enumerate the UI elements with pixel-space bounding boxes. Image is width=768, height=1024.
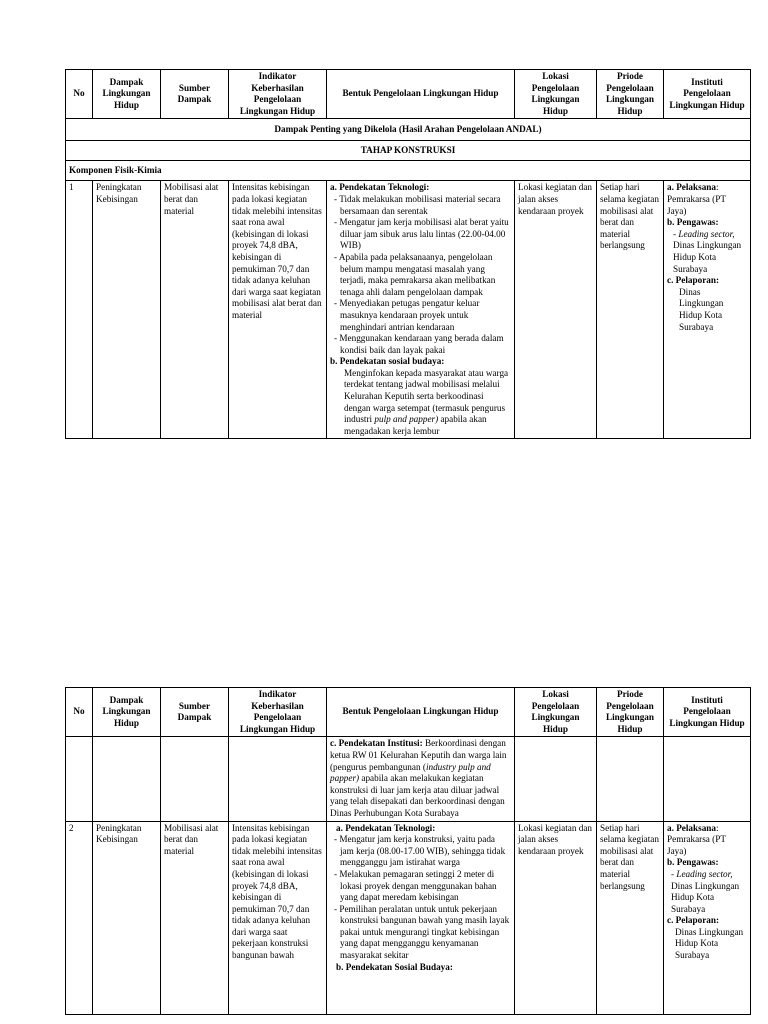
section-row <box>66 119 751 141</box>
spacer <box>330 973 511 1013</box>
empty-cell <box>161 737 229 821</box>
header-no: No <box>66 70 93 119</box>
row-number: 2 <box>66 821 93 1015</box>
body-italic: pulp and papper) <box>374 414 439 425</box>
header-lokasi: Lokasi Pengelolaan Lingkungan Hidup <box>515 70 597 119</box>
header-sumber: Sumber Dampak <box>161 70 229 119</box>
periode-cell: Setiap hari selama kegiatan mobilisasi alat berat dan material berlangsung <box>597 181 664 439</box>
component-title: Komponen Fisik-Kimia <box>66 161 751 181</box>
approach-body <box>330 368 511 438</box>
row-number: 1 <box>66 181 93 439</box>
header-no: No <box>66 688 93 737</box>
lokasi-cell: Lokasi kegiatan dan jalan akses kendaraan proyek <box>515 181 597 439</box>
management-table-page-2 <box>65 687 751 1015</box>
table-row <box>66 821 751 1015</box>
table-row <box>66 181 751 439</box>
approach-heading: c. Pendekatan Institusi: <box>330 738 423 749</box>
inst-heading: a. Pelaksana <box>667 182 717 193</box>
body-text: Menginfokan kepada masyarakat atau warga terdekat tentang jadwal mobilisasi melalui Kelurahan Keputih serta berkoodinasi dengan warga setempat (termasuk pengurus industri <box>344 367 509 425</box>
inst-heading: b. Pengawas: <box>667 857 719 868</box>
section-title: Dampak Penting yang Dikelola (Hasil Arahan Pengelolaan ANDAL) <box>66 119 751 141</box>
inst-heading: c. Pelaporan: <box>667 275 720 286</box>
inst-text: Dinas Lingkungan Hidup Kota Surabaya <box>673 240 742 274</box>
list-item: - Mengatur jam kerja konstruksi, yaitu pada jam kerja (08.00-17.00 WIB), sehingga tidak mengganggu jam istirahat warga <box>334 834 506 868</box>
list-item: - Melakukan pemagaran setinggi 2 meter di lokasi proyek dengan menggunakan bahan yang dapat meredam kebisingan <box>334 868 497 903</box>
component-row <box>66 161 751 181</box>
empty-cell <box>66 737 93 821</box>
list-item: - Apabila pada pelaksanaanya, pengelolaan belum mampu mengatasi masalah yang terjadi, maka pemrakarsa akan melibatkan tenaga ahli dalam pengelolaan dampak <box>334 251 496 297</box>
list-item: - Pemilihan peralatan untuk untuk pekerjaan konstruksi bangunan bawah yang masih layak pakai untuk mengurangi tingkat kebisingan yang dapat mengganggu kenyamanan masyarakat sekitar <box>334 903 510 961</box>
stage-row <box>66 141 751 161</box>
bentuk-cell <box>327 821 515 1015</box>
body-italic: industry pulp and papper) <box>330 761 491 784</box>
empty-cell <box>664 737 751 821</box>
empty-cell <box>515 737 597 821</box>
list-item: - Tidak melakukan mobilisasi material secara bersamaan dan serentak <box>334 193 501 216</box>
empty-cell <box>597 737 664 821</box>
inst-heading: b. Pengawas: <box>667 217 719 228</box>
institusi-cell <box>664 821 751 1015</box>
lokasi-cell: Lokasi kegiatan dan jalan akses kendaraan proyek <box>515 821 597 1015</box>
header-sumber: Sumber Dampak <box>161 688 229 737</box>
institusi-cell <box>664 181 751 439</box>
header-bentuk: Bentuk Pengelolaan Lingkungan Hidup <box>327 70 515 119</box>
header-institusi: Instituti Pengelolaan Lingkungan Hidup <box>664 70 751 119</box>
table-header-row <box>66 688 751 737</box>
approach-heading: a. Pendekatan Teknologi: <box>330 182 430 193</box>
periode-cell: Setiap hari selama kegiatan mobilisasi alat berat dan material berlangsung <box>597 821 664 1015</box>
indikator-cell: Intensitas kebisingan pada lokasi kegiatan tidak melebihi intensitas saat rona awal (kebisingan di lokasi proyek 74,8 dBA, kebisingan di pemukiman 70,7 dan tidak adanya keluhan dari warga saat kegiatan mobilisasi alat berat dan material <box>229 181 327 439</box>
header-dampak: Dampak Lingkungan Hidup <box>93 70 161 119</box>
inst-text: : Pemrakarsa (PT Jaya) <box>667 182 726 216</box>
approach-heading: b. Pendekatan sosial budaya: <box>330 356 445 367</box>
header-bentuk: Bentuk Pengelolaan Lingkungan Hidup <box>327 688 515 737</box>
list-item: - Menggunakan kendaraan yang berada dalam kondisi baik dan layak pakai <box>334 333 504 355</box>
inst-heading: c. Pelaporan: <box>667 915 720 926</box>
dampak-cell: Peningkatan Kebisingan <box>93 181 161 439</box>
inst-text: Dinas Lingkungan Hidup Kota Surabaya <box>671 880 740 914</box>
stage-title: TAHAP KONSTRUKSI <box>66 141 751 161</box>
header-periode: Priode Pengelolaan Lingkungan Hidup <box>597 70 664 119</box>
body-text: apabila akan melakukan kegiatan konstruksi di luar jam kerja atau diluar jadwal yang telah disepakati dan berkoordinasi dengan Dinas Perhubungan Kota Surabaya <box>330 773 505 818</box>
body-text: Berkoordinasi dengan ketua RW 01 Kelurahan Keputih dan warga lain (pengurus pembangunan ( <box>330 738 507 772</box>
header-periode: Priode Pengelolaan Lingkungan Hidup <box>597 688 664 737</box>
header-lokasi: Lokasi Pengelolaan Lingkungan Hidup <box>515 688 597 737</box>
header-indikator: Indikator Keberhasilan Pengelolaan Lingkungan Hidup <box>229 70 327 119</box>
inst-italic: - Leading sector, <box>673 228 735 239</box>
header-institusi: Instituti Pengelolaan Lingkungan Hidup <box>664 688 751 737</box>
table-header-row <box>66 70 751 119</box>
inst-text: Dinas Lingkungan Hidup Kota Surabaya <box>675 926 744 961</box>
list-item: - Mengatur jam kerja mobilisasi alat berat yaitu diluar jam sibuk arus lalu lintas (22.00-04.00 WIB) <box>334 217 509 251</box>
inst-heading: a. Pelaksana <box>667 822 717 833</box>
empty-cell <box>93 737 161 821</box>
header-dampak: Dampak Lingkungan Hidup <box>93 688 161 737</box>
inst-text: : Pemrakarsa (PT Jaya) <box>667 822 726 856</box>
inst-italic: - Leading sector, <box>671 868 733 879</box>
header-indikator: Indikator Keberhasilan Pengelolaan Lingkungan Hidup <box>229 688 327 737</box>
management-table-page-1 <box>65 69 751 439</box>
approach-heading: a. Pendekatan Teknologi: <box>336 822 436 833</box>
bentuk-cell <box>327 181 515 439</box>
bentuk-cell <box>327 737 515 821</box>
indikator-cell: Intensitas kebisingan pada lokasi kegiatan tidak melebihi intensitas saat rona awal (kebisingan di lokasi proyek 74,8 dBA, kebisingan di pemukiman 70,7 dan tidak adanya keluhan dari warga saat pekerjaan konstruksi bangunan bawah <box>229 821 327 1015</box>
sumber-cell: Mobilisasi alat berat dan material <box>161 181 229 439</box>
body-text: apabila akan mengadakan kerja lembur <box>344 414 487 436</box>
sumber-cell: Mobilisasi alat berat dan material <box>161 821 229 1015</box>
dampak-cell: Peningkatan Kebisingan <box>93 821 161 1015</box>
approach-heading: b. Pendekatan Sosial Budaya: <box>336 961 453 972</box>
list-item: - Menyediakan petugas pengatur keluar masuknya kendaraan proyek untuk menghindari antrian kendaraan <box>334 298 480 332</box>
inst-text: Dinas Lingkungan Hidup Kota Surabaya <box>679 286 724 332</box>
empty-cell <box>229 737 327 821</box>
table-row <box>66 737 751 821</box>
